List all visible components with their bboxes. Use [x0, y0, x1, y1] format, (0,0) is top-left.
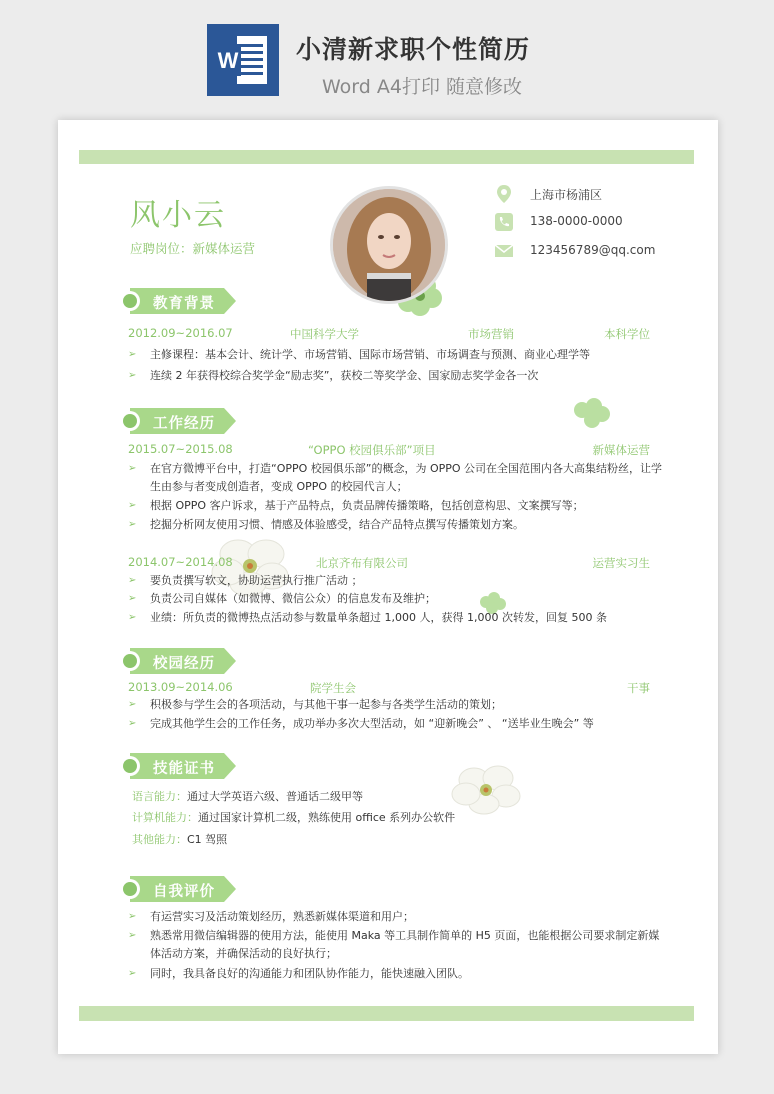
work1-period: 2015.07~2015.08 [128, 442, 233, 456]
section-header-education [124, 288, 236, 314]
contact-email [494, 241, 694, 261]
section-header-self [124, 876, 236, 902]
section-bullet-dot [120, 879, 140, 899]
arrow-bullet-icon: ➢ [128, 463, 137, 474]
list-item: ➢ 负责公司自媒体（如微博、微信公众）的信息发布及维护； [128, 590, 668, 608]
work2-org: 北京齐布有限公司 [316, 556, 408, 570]
section-title: 自我评价 [153, 884, 215, 900]
education-major: 市场营销 [468, 327, 514, 341]
section-bullet-dot [120, 651, 140, 671]
section-header-work [124, 408, 236, 434]
work1-role: 新媒体运营 [592, 443, 650, 457]
section-bullet-dot [120, 291, 140, 311]
candidate-name: 风小云 [130, 198, 226, 233]
skill-other: 其他能力：C1 驾照 [132, 833, 228, 846]
phone-icon [494, 212, 514, 232]
list-item: ➢ 同时，我具备良好的沟通能力和团队协作能力，能快速融入团队。 [128, 965, 668, 983]
bottom-decor-band [79, 1006, 694, 1021]
list-item: ➢ 在官方微博平台中，打造“OPPO 校园俱乐部”的概念，为 OPPO 公司在全国范围内各大高集结粉丝，让学生由参与者变成创造者，变成 OPPO 的校园代言人； [128, 462, 663, 493]
work2-role: 运营实习生 [592, 556, 650, 570]
template-subtitle: Word A4打印 随意修改 [322, 76, 523, 98]
section-title: 工作经历 [153, 416, 215, 432]
template-banner [0, 0, 774, 112]
flower-decoration-icon [448, 760, 528, 816]
contact-address [494, 184, 694, 204]
list-item: ➢ 要负责撰写软文，协助运营执行推广活动 ； [128, 572, 668, 590]
list-item: ➢ 熟悉常用微信编辑器的使用方法，能使用 Maka 等工具制作简单的 H5 页面，也能根据公司要求制定新媒体活动方案，并确保活动的良好执行； [128, 929, 660, 960]
list-item: ➢ 有运营实习及活动策划经历，熟悉新媒体渠道和用户； [128, 908, 668, 926]
list-item: ➢ 完成其他学生会的工作任务，成功举办多次大型活动，如 “迎新晚会” 、 “送毕业生晚会” 等 [128, 715, 668, 733]
avatar [330, 186, 448, 304]
address-text: 上海市杨浦区 [530, 188, 603, 202]
list-item: ➢ 业绩：所负责的微博热点活动参与数量单条超过 1,000 人，获得 1,000 次转发，回复 500 条 [128, 609, 668, 627]
section-title: 教育背景 [153, 296, 215, 312]
campus-org: 院学生会 [310, 681, 356, 695]
arrow-bullet-icon: ➢ [128, 575, 137, 586]
list-item: ➢ 主修课程：基本会计、统计学、市场营销、国际市场营销、市场调查与预测、商业心理学等 [128, 346, 668, 364]
arrow-bullet-icon: ➢ [128, 612, 137, 623]
email-text: 123456789@qq.com [530, 243, 656, 257]
flower-decoration-icon [568, 396, 618, 430]
arrow-bullet-icon: ➢ [128, 349, 137, 360]
campus-row [128, 680, 650, 696]
section-title: 技能证书 [153, 761, 215, 777]
campus-period: 2013.09~2014.06 [128, 680, 233, 694]
campus-role: 干事 [627, 681, 650, 695]
top-decor-band [79, 150, 694, 164]
section-bullet-dot [120, 411, 140, 431]
template-title: 小清新求职个性简历 [296, 35, 531, 64]
arrow-bullet-icon: ➢ [128, 968, 137, 979]
education-row [128, 326, 650, 342]
education-school: 中国科学大学 [290, 327, 359, 341]
word-icon-letter: W [217, 48, 239, 73]
phone-text: 138-0000-0000 [530, 214, 623, 228]
work2-period: 2014.07~2014.08 [128, 555, 233, 569]
section-bullet-dot [120, 756, 140, 776]
contact-phone [494, 212, 694, 232]
list-item: ➢ 挖掘分析网友使用习惯、情感及体验感受，结合产品特点撰写传播策划方案。 [128, 516, 668, 534]
arrow-bullet-icon: ➢ [128, 500, 137, 511]
arrow-bullet-icon: ➢ [128, 699, 137, 710]
resume-page [58, 120, 718, 1054]
education-period: 2012.09~2016.07 [128, 326, 233, 340]
arrow-bullet-icon: ➢ [128, 370, 137, 381]
list-item: ➢ 根据 OPPO 客户诉求，基于产品特点，负责品牌传播策略，包括创意构思、文案撰写等； [128, 497, 668, 515]
section-header-campus [124, 648, 236, 674]
work-row-2 [128, 555, 650, 571]
list-item: ➢ 连续 2 年获得校综合奖学金“励志奖”，获校二等奖学金、国家励志奖学金各一次 [128, 367, 668, 385]
arrow-bullet-icon: ➢ [128, 930, 137, 941]
mail-icon [494, 241, 514, 261]
arrow-bullet-icon: ➢ [128, 718, 137, 729]
education-degree: 本科学位 [604, 327, 650, 341]
section-title: 校园经历 [153, 656, 215, 672]
work1-org: “OPPO 校园俱乐部”项目 [308, 443, 436, 457]
arrow-bullet-icon: ➢ [128, 911, 137, 922]
list-item: ➢ 积极参与学生会的各项活动，与其他干事一起参与各类学生活动的策划； [128, 696, 668, 714]
location-pin-icon [494, 184, 514, 204]
skill-computer: 计算机能力：通过国家计算机二级，熟练使用 office 系列办公软件 [132, 811, 456, 824]
arrow-bullet-icon: ➢ [128, 519, 137, 530]
target-position: 应聘岗位：新媒体运营 [130, 241, 256, 256]
arrow-bullet-icon: ➢ [128, 593, 137, 604]
section-header-skills [124, 753, 236, 779]
work-row-1 [128, 442, 650, 458]
skill-language: 语言能力：通过大学英语六级、普通话二级甲等 [132, 790, 363, 803]
